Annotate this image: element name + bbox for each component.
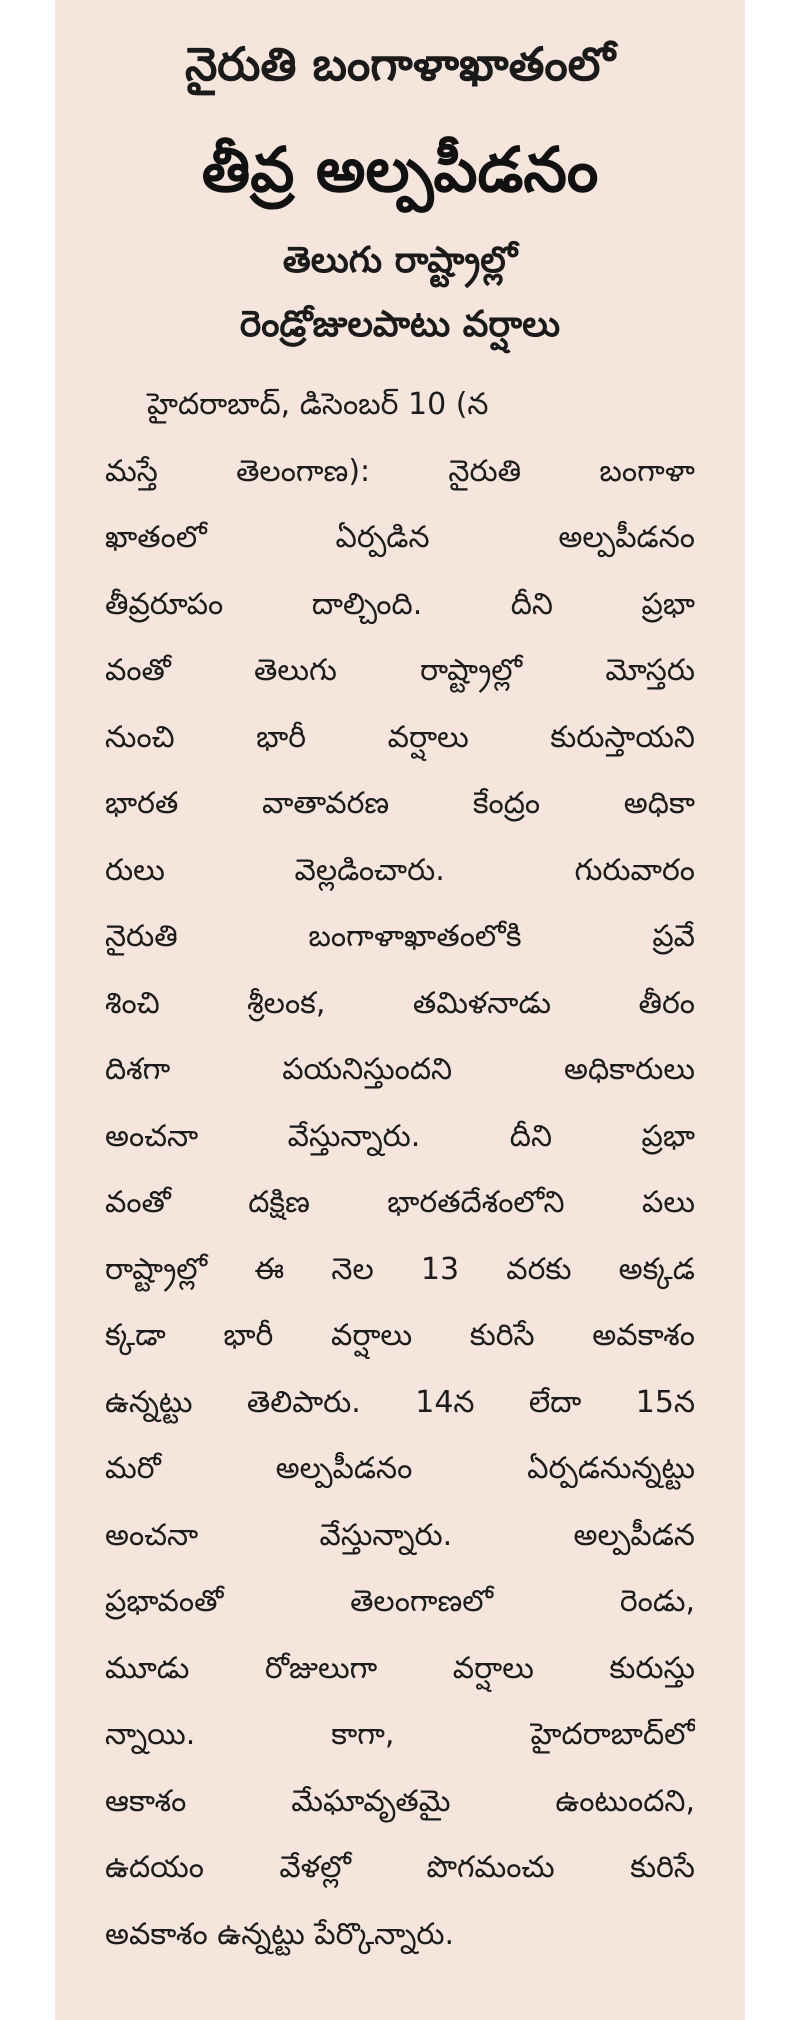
body-line: రాష్ట్రాల్లో ఈ నెల 13 వరకు అక్కడ (105, 1251, 695, 1287)
body-line: శించి శ్రీలంక, తమిళనాడు తీరం (105, 985, 695, 1021)
body-line: అంచనా వేస్తున్నారు. అల్పపీడన (105, 1517, 695, 1553)
body-line: మరో అల్పపీడనం ఏర్పడనున్నట్టు (105, 1451, 695, 1486)
article-body (105, 372, 695, 1968)
headline-line-1: నైరుతి బంగాళాఖాతంలో (184, 37, 616, 91)
body-line: వంతో దక్షిణ భారతదేశంలోని పలు (105, 1185, 695, 1220)
body-line: రులు వెల్లడించారు. గురువారం (105, 852, 695, 888)
body-line: వంతో తెలుగు రాష్ట్రాల్లో మోస్తరు (105, 653, 695, 688)
body-line: ఉన్నట్టు తెలిపారు. 14న లేదా 15న (105, 1384, 695, 1420)
body-line: భారత వాతావరణ కేంద్రం అధికా (105, 786, 695, 821)
body-line: దిశగా పయనిస్తుందని అధికారులు (105, 1052, 695, 1087)
body-line: న్నాయి. కాగా, హైదరాబాద్‌లో (105, 1717, 695, 1752)
body-line: ఆకాశం మేఘావృతమై ఉంటుందని, (105, 1783, 695, 1819)
headline-line-2: తీవ్ర అల్పపీడనం (201, 133, 599, 206)
body-line: నుంచి భారీ వర్షాలు కురుస్తాయని (105, 719, 695, 755)
body-line: నైరుతి బంగాళాఖాతంలోకి ప్రవే (105, 919, 695, 954)
body-line: క్కడా భారీ వర్షాలు కురిసే అవకాశం (105, 1318, 695, 1353)
body-line: ప్రభావంతో తెలంగాణలో రెండు, (105, 1584, 695, 1619)
body-line: ఖాతంలో ఏర్పడిన అల్పపీడనం (105, 520, 695, 555)
body-line: మస్తే తెలంగాణ): నైరుతి బంగాళా (105, 453, 695, 489)
subheadline-line-2: రెండ్రోజులపాటు వర్షాలు (239, 304, 561, 345)
body-line: ఉదయం వేళల్లో పొగమంచు కురిసే (105, 1850, 695, 1885)
subheadline-line-1: తెలుగు రాష్ట్రాల్లో (282, 240, 518, 281)
body-line: అవకాశం ఉన్నట్టు పేర్కొన్నారు. (105, 1916, 455, 1952)
body-line: హైదరాబాద్, డిసెంబర్ 10 (న (147, 387, 489, 422)
body-line: అంచనా వేస్తున్నారు. దీని ప్రభా (105, 1118, 695, 1154)
body-line: మూడు రోజులుగా వర్షాలు కురుస్తు (105, 1650, 695, 1686)
newspaper-clipping (55, 0, 745, 2020)
body-line: తీవ్రరూపం దాల్చింది. దీని ప్రభా (105, 586, 695, 622)
